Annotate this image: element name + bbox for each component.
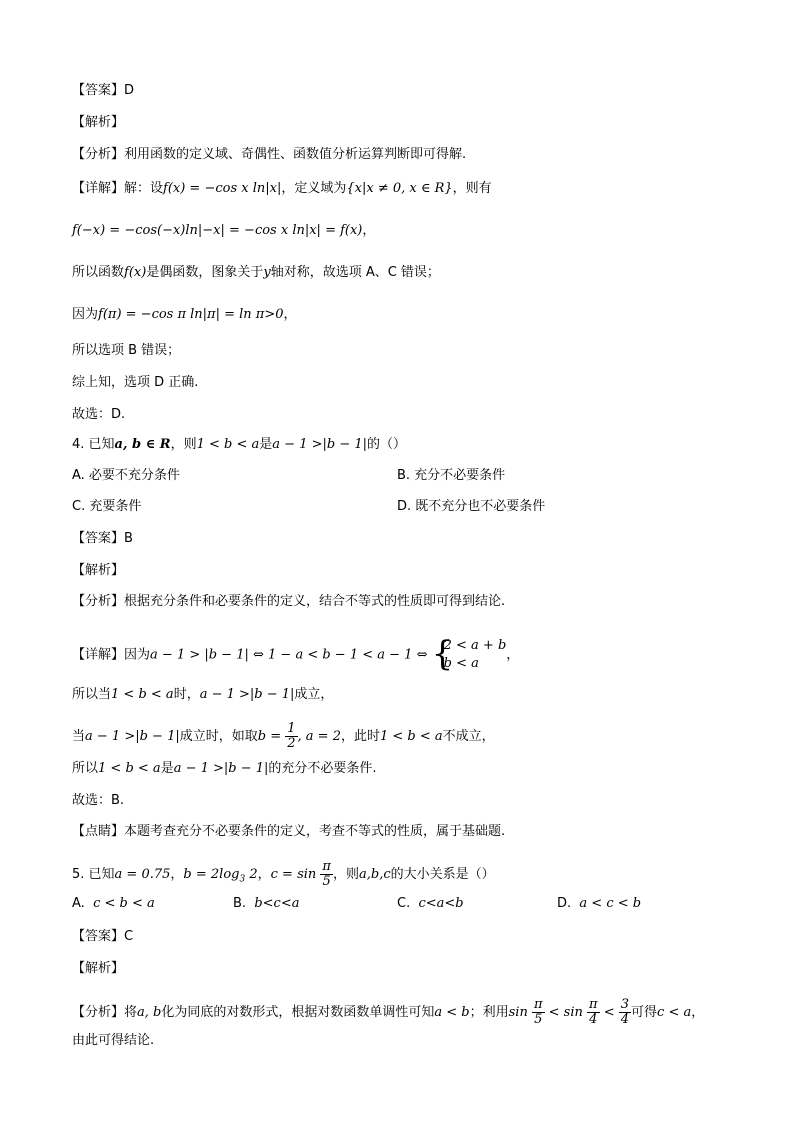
q5-f1-den: 5 xyxy=(534,1012,543,1027)
q5-answer: 【答案】C xyxy=(72,929,134,944)
q5-lt2: < xyxy=(599,1005,615,1020)
q4-option-c[interactable]: C. 充要条件 xyxy=(72,499,142,514)
q5-stem-end: 的大小关系是（） xyxy=(390,867,495,882)
q4-line2-prefix: 所以当 xyxy=(72,687,112,702)
q5-stem-prefix: 5. 已知 xyxy=(72,867,115,882)
q4-comment: 【点睛】本题考查充分不必要条件的定义，考查不等式的性质，属于基础题. xyxy=(72,824,506,839)
q5-option-c[interactable] xyxy=(397,895,464,913)
q5-stem-a: a = 0.75 xyxy=(114,867,171,882)
left-brace-icon: { xyxy=(431,634,454,674)
q5-option-d-letter: D. xyxy=(557,896,572,911)
q3-analysis-header: 【解析】 xyxy=(72,115,125,130)
q3-detail xyxy=(72,180,492,198)
q3-analysis: 【分析】利用函数的定义域、奇偶性、函数值分析运算判断即可得解. xyxy=(72,147,467,162)
q5-analysis-end: ， xyxy=(691,1005,705,1020)
q4-line4-is: 是 xyxy=(160,761,174,776)
q4-frac-den: 2 xyxy=(287,736,296,751)
q5-frac-3-4 xyxy=(619,998,631,1027)
q4-line4-end: 的充分不必要条件. xyxy=(268,761,377,776)
q5-option-c-expr: c<a<b xyxy=(418,896,464,911)
q3-even-end: 轴对称，故选项 A、C 错误； xyxy=(270,265,440,280)
q3-even-axis: y xyxy=(263,265,271,280)
q5-stem-b: b = 2log xyxy=(183,867,240,882)
q4-line2-abs: a − 1 >|b − 1| xyxy=(199,687,295,702)
q4-line3 xyxy=(72,722,495,751)
q5-option-a-expr: c < b < a xyxy=(93,896,155,911)
q4-sys-row1: 2 < a + b xyxy=(443,638,507,653)
q4-analysis: 【分析】根据充分条件和必要条件的定义，结合不等式的性质即可得到结论. xyxy=(72,594,506,609)
q4-line3-b: b = xyxy=(257,729,282,744)
q5-stem-mid: ，则 xyxy=(332,867,359,882)
q4-frac-num: 1 xyxy=(287,721,296,736)
q3-detail-domain: {x|x ≠ 0, x ∈ R} xyxy=(346,181,453,196)
q5-analysis-clta: c < a xyxy=(657,1005,692,1020)
q5-option-d-expr: a < c < b xyxy=(579,896,642,911)
q4-stem-cond: 1 < b < a xyxy=(196,437,260,452)
q4-option-b[interactable]: B. 充分不必要条件 xyxy=(397,468,506,483)
q4-answer: 【答案】B xyxy=(72,531,133,546)
q5-option-b[interactable] xyxy=(233,895,299,913)
q5-stem-b-sub: 3 xyxy=(239,874,246,885)
q3-b-wrong: 所以选项 B 错误； xyxy=(72,343,181,358)
q4-line2-mid: 时， xyxy=(173,687,200,702)
q5-analysis xyxy=(72,998,704,1027)
q4-line2 xyxy=(72,686,333,704)
q4-line3-a: , a = 2 xyxy=(297,729,341,744)
q4-line3-prefix: 当 xyxy=(72,729,86,744)
q3-even-prefix: 所以函数 xyxy=(72,265,125,280)
q5-option-a[interactable] xyxy=(72,895,155,913)
q5-analysis-altb: a < b xyxy=(434,1005,470,1020)
q4-stem xyxy=(72,436,406,454)
q3-answer: 【答案】D xyxy=(72,83,135,98)
q4-stem-mid: ，则 xyxy=(170,437,197,452)
q5-stem-sep1: ， xyxy=(170,867,184,882)
q3-because-end: ， xyxy=(283,307,297,322)
q4-line4 xyxy=(72,760,377,778)
q5-f3-num: 3 xyxy=(620,997,630,1012)
q4-stem-is: 是 xyxy=(259,437,273,452)
q4-stem-end: 的（） xyxy=(367,437,407,452)
q4-option-a[interactable]: A. 必要不充分条件 xyxy=(72,468,180,483)
q5-stem-frac-den: 5 xyxy=(322,874,331,889)
q3-eq1 xyxy=(72,222,375,240)
q5-stem-c: c = sin xyxy=(270,867,317,882)
q5-option-c-letter: C. xyxy=(397,896,411,911)
q4-line3-mid: 成立时，如取 xyxy=(179,729,258,744)
q5-analysis-mid3: 可得 xyxy=(631,1005,658,1020)
q4-line3-cond: 1 < b < a xyxy=(380,729,443,744)
q5-analysis-ab: a, b xyxy=(137,1005,162,1020)
q5-stem-frac-num: π xyxy=(322,859,331,874)
q5-lt1: < sin xyxy=(544,1005,583,1020)
q4-line2-cond: 1 < b < a xyxy=(111,687,174,702)
q4-choose: 故选：B. xyxy=(72,793,125,808)
q3-detail-mid: ，定义域为 xyxy=(281,181,347,196)
q4-fraction-half xyxy=(285,722,297,751)
q4-inequality-system xyxy=(431,634,507,674)
q5-sin-prefix: sin xyxy=(508,1005,528,1020)
q3-summary: 综上知，选项 D 正确. xyxy=(72,375,199,390)
q4-line3-abs: a − 1 >|b − 1| xyxy=(85,729,180,744)
q3-even-func: f(x) xyxy=(124,265,147,280)
q4-detail-end: ， xyxy=(506,647,520,663)
q5-stem-sep2: ， xyxy=(257,867,271,882)
q3-detail-func: f(x) = −cos x ln|x| xyxy=(163,181,282,196)
q5-f3-den: 4 xyxy=(620,1012,630,1027)
q5-stem-vars: a,b,c xyxy=(358,867,391,882)
q4-stem-prefix: 4. 已知 xyxy=(72,437,115,452)
q5-conclusion: 由此可得结论. xyxy=(72,1033,155,1048)
q4-sys-row2: b < a xyxy=(443,656,479,671)
q3-eq1-end: ， xyxy=(362,223,376,238)
q3-even-mid: 是偶函数，图象关于 xyxy=(146,265,264,280)
q3-choose: 故选：D. xyxy=(72,407,126,422)
q4-stem-set: a, b ∈ R xyxy=(114,437,171,452)
q4-analysis-header: 【解析】 xyxy=(72,563,125,578)
q5-f2-num: π xyxy=(589,997,598,1012)
q5-analysis-header: 【解析】 xyxy=(72,961,125,976)
q5-stem-fraction xyxy=(320,860,333,889)
q3-detail-end: ，则有 xyxy=(452,181,492,196)
q3-because-prefix: 因为 xyxy=(72,307,99,322)
q4-option-d[interactable]: D. 既不充分也不必要条件 xyxy=(397,499,546,514)
q3-because-eq: f(π) = −cos π ln|π| = ln π>0 xyxy=(98,307,284,322)
q5-option-b-expr: b<c<a xyxy=(254,896,300,911)
q5-stem-b-end: 2 xyxy=(245,867,258,882)
q5-option-d[interactable] xyxy=(557,895,641,913)
q5-option-b-letter: B. xyxy=(233,896,247,911)
q5-frac-pi4 xyxy=(587,998,600,1027)
q4-stem-abs: a − 1 >|b − 1| xyxy=(272,437,368,452)
q5-f1-num: π xyxy=(533,997,543,1012)
q5-frac-pi5 xyxy=(532,998,545,1027)
q4-line3-mid2: ，此时 xyxy=(340,729,380,744)
q4-detail xyxy=(72,634,520,674)
q4-line4-abs: a − 1 >|b − 1| xyxy=(173,761,269,776)
q3-eq1-expr: f(−x) = −cos(−x)ln|−x| = −cos x ln|x| = f(x) xyxy=(72,223,363,238)
q4-detail-prefix: 【详解】因为 xyxy=(72,647,151,663)
q3-because xyxy=(72,306,297,324)
q4-line4-prefix: 所以 xyxy=(72,761,99,776)
q4-line4-cond: 1 < b < a xyxy=(98,761,161,776)
q4-detail-eq: a − 1 > |b − 1| ⇔ 1 − a < b − 1 < a − 1 ⇔ xyxy=(150,647,428,663)
q5-option-a-letter: A. xyxy=(72,896,85,911)
q5-stem xyxy=(72,860,495,889)
q3-even xyxy=(72,264,440,282)
q4-line2-end: 成立， xyxy=(294,687,334,702)
q4-line3-end: 不成立， xyxy=(442,729,495,744)
q5-analysis-mid2: ；利用 xyxy=(469,1005,509,1020)
q3-detail-prefix: 【详解】解：设 xyxy=(72,181,164,196)
q5-f2-den: 4 xyxy=(589,1012,598,1027)
q5-analysis-prefix: 【分析】将 xyxy=(72,1005,138,1020)
q5-analysis-mid: 化为同底的对数形式，根据对数函数单调性可知 xyxy=(161,1005,435,1020)
